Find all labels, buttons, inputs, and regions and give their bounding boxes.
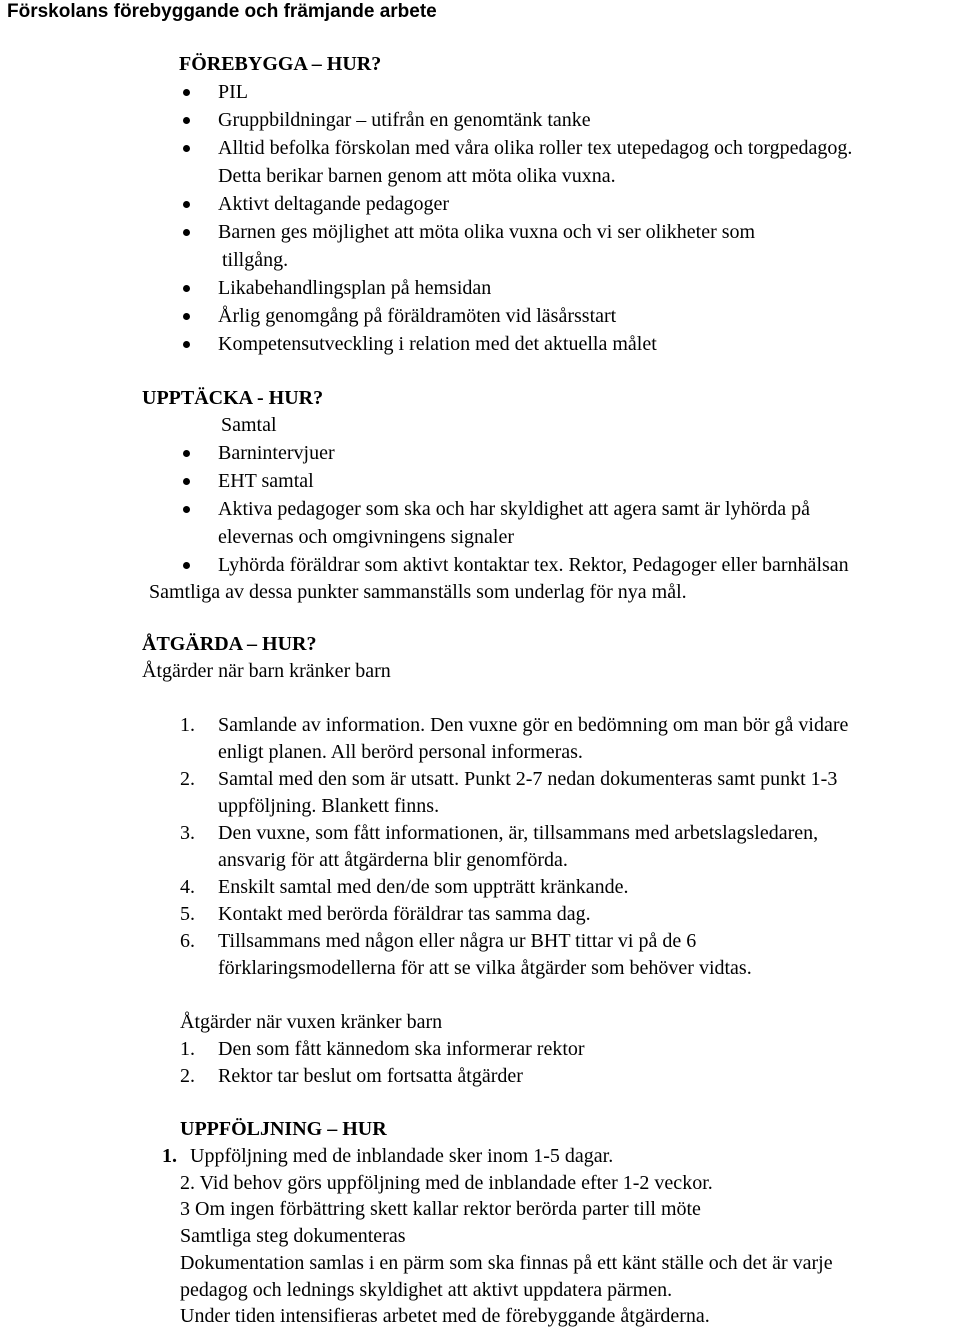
atgarda-step: Tillsammans med någon eller några ur BHT tittar vi på de 6 bbox=[218, 930, 697, 952]
uppfoljning-line: Dokumentation samlas i en pärm som ska finnas på ett känt ställe och det är varje bbox=[180, 1252, 833, 1274]
upptacka-heading: UPPTÄCKA - HUR? bbox=[142, 387, 324, 409]
atgarda-heading: ÅTGÄRDA – HUR? bbox=[142, 633, 317, 655]
forebygga-heading: FÖREBYGGA – HUR? bbox=[179, 53, 382, 75]
upptacka-item-cont: elevernas och omgivningens signaler bbox=[218, 526, 515, 548]
forebygga-item: Barnen ges möjlighet att möta olika vuxna och vi ser olikheter som bbox=[218, 221, 756, 243]
atgarda-step: Samlande av information. Den vuxne gör en bedömning om man bör gå vidare bbox=[218, 714, 849, 736]
bullet-icon bbox=[183, 229, 190, 236]
bullet-icon bbox=[183, 506, 190, 513]
forebygga-item-cont: Detta berikar barnen genom att möta olika vuxna. bbox=[218, 165, 616, 187]
upptacka-summary: Samtliga av dessa punkter sammanställs som underlag för nya mål. bbox=[149, 581, 687, 603]
atgarda-vuxen-heading: Åtgärder när vuxen kränker barn bbox=[180, 1011, 443, 1033]
forebygga-item: Likabehandlingsplan på hemsidan bbox=[218, 277, 492, 299]
forebygga-item: Årlig genomgång på föräldramöten vid läsårsstart bbox=[218, 305, 617, 327]
atgarda-step-cont: ansvarig för att åtgärderna blir genomförda. bbox=[218, 849, 568, 871]
atgarda-vuxen-step: Den som fått kännedom ska informerar rektor bbox=[218, 1038, 585, 1060]
forebygga-item: Aktivt deltagande pedagoger bbox=[218, 193, 450, 215]
atgarda-step-cont: förklaringsmodellerna för att se vilka åtgärder som behöver vidtas. bbox=[218, 957, 752, 979]
forebygga-item: PIL bbox=[218, 81, 248, 103]
bullet-icon bbox=[183, 450, 190, 457]
uppfoljning-step: 2. Vid behov görs uppföljning med de inblandade efter 1-2 veckor. bbox=[180, 1172, 713, 1194]
bullet-icon bbox=[183, 478, 190, 485]
uppfoljning-line: Under tiden intensifieras arbetet med de förebyggande åtgärderna. bbox=[180, 1305, 710, 1327]
bullet-icon bbox=[183, 89, 190, 96]
atgarda-step: Kontakt med berörda föräldrar tas samma dag. bbox=[218, 903, 591, 925]
atgarda-step-cont: uppföljning. Blankett finns. bbox=[218, 795, 440, 817]
atgarda-step: Samtal med den som är utsatt. Punkt 2-7 nedan dokumenteras samt punkt 1-3 bbox=[218, 768, 838, 790]
uppfoljning-heading: UPPFÖLJNING – HUR bbox=[180, 1118, 387, 1140]
upptacka-item: EHT samtal bbox=[218, 470, 314, 492]
upptacka-item: Aktiva pedagoger som ska och har skyldighet att agera samt är lyhörda på bbox=[218, 498, 811, 520]
atgarda-step: Den vuxne, som fått informationen, är, tillsammans med arbetslagsledaren, bbox=[218, 822, 819, 844]
bullet-icon bbox=[183, 117, 190, 124]
list-number: 1. bbox=[180, 714, 195, 736]
list-number: 5. bbox=[180, 903, 195, 925]
list-number: 1. bbox=[162, 1145, 177, 1167]
list-number: 3. bbox=[180, 822, 195, 844]
list-number: 2. bbox=[180, 768, 195, 790]
list-number: 6. bbox=[180, 930, 195, 952]
forebygga-item: Gruppbildningar – utifrån en genomtänk tanke bbox=[218, 109, 591, 131]
bullet-icon bbox=[183, 201, 190, 208]
atgarda-step: Enskilt samtal med den/de som uppträtt kränkande. bbox=[218, 876, 629, 898]
list-number: 2. bbox=[180, 1065, 195, 1087]
forebygga-item: Alltid befolka förskolan med våra olika roller tex utepedagog och torgpedagog. bbox=[218, 137, 853, 159]
uppfoljning-step: Uppföljning med de inblandade sker inom 1-5 dagar. bbox=[190, 1145, 614, 1167]
atgarda-step-cont: enligt planen. All berörd personal informeras. bbox=[218, 741, 583, 763]
forebygga-item: Kompetensutveckling i relation med det aktuella målet bbox=[218, 333, 657, 355]
list-number: 4. bbox=[180, 876, 195, 898]
atgarda-vuxen-step: Rektor tar beslut om fortsatta åtgärder bbox=[218, 1065, 523, 1087]
bullet-icon bbox=[183, 285, 190, 292]
uppfoljning-line: pedagog och lednings skyldighet att aktivt uppdatera pärmen. bbox=[180, 1279, 673, 1301]
atgarda-subheading: Åtgärder när barn kränker barn bbox=[142, 660, 391, 682]
upptacka-item: Lyhörda föräldrar som aktivt kontaktar tex. Rektor, Pedagoger eller barnhälsan bbox=[218, 554, 849, 576]
bullet-icon bbox=[183, 145, 190, 152]
bullet-icon bbox=[183, 313, 190, 320]
uppfoljning-line: Samtliga steg dokumenteras bbox=[180, 1225, 406, 1247]
bullet-icon bbox=[183, 341, 190, 348]
upptacka-item: Barnintervjuer bbox=[218, 442, 335, 464]
uppfoljning-step: 3 Om ingen förbättring skett kallar rektor berörda parter till möte bbox=[180, 1198, 701, 1220]
bullet-icon bbox=[183, 562, 190, 569]
upptacka-line: Samtal bbox=[221, 414, 277, 436]
page-title: Förskolans förebyggande och främjande arbete bbox=[7, 1, 437, 22]
forebygga-item-cont: tillgång. bbox=[222, 249, 289, 271]
list-number: 1. bbox=[180, 1038, 195, 1060]
